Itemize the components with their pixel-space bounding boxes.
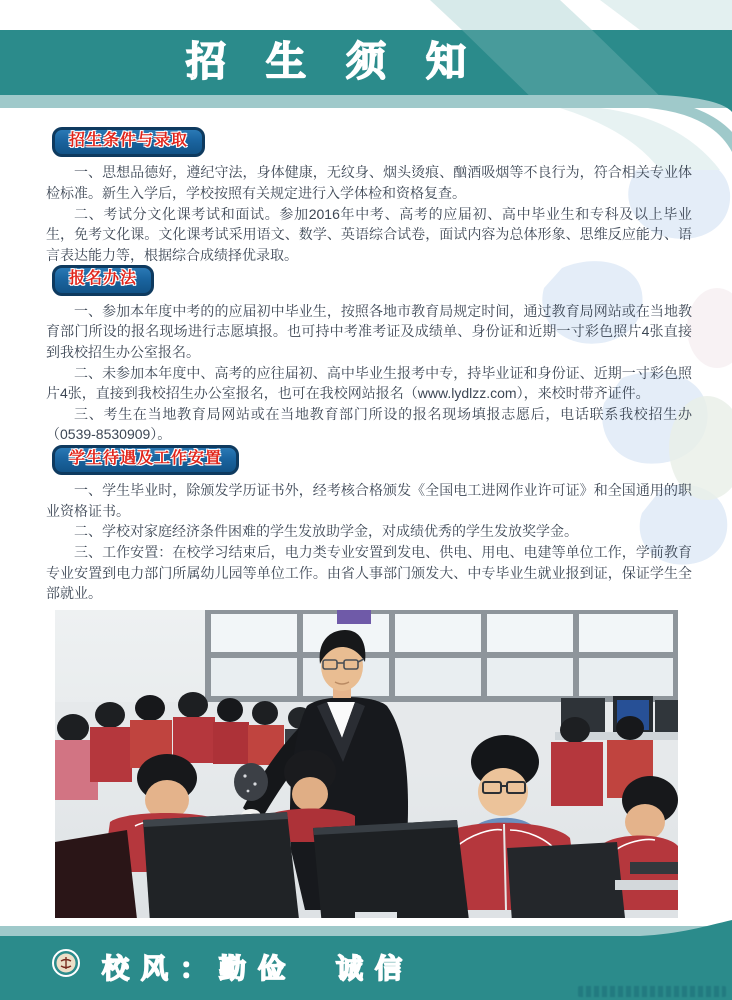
paragraph-with-website: 二、未参加本年度中、高考的应往届初、高中毕业生报考中专，持毕业证和身份证、近期一寸彩色照片4张，直接到我校招生办公室报名，也可在我校网站报名（www.lydlzz.com），来校时带齐证件。 (46, 364, 692, 402)
paragraph: 三、工作安置：在校学习结束后，电力类专业安置到发电、供电、用电、电建等单位工作，学前教育专业安置到电力部门所属幼儿园等单位工作。由省人事部门颁发大、中专毕业生就业报到证，保证学生全部就业。 (46, 544, 692, 602)
paragraph-with-phone: 三、考生在当地教育局网站或在当地教育部门所设的报名现场填报志愿后，电话联系我校招生办（0539-8530909）。 (46, 405, 692, 443)
paragraph: 一、学生毕业时，除颁发学历证书外，经考核合格颁发《全国电工进网作业许可证》和全国通用的职业资格证书。 (46, 482, 692, 519)
classroom-photo (55, 610, 678, 937)
section-heading-admission-conditions: 招生条件与录取 (52, 127, 205, 157)
paragraph: 二、学校对家庭经济条件困难的学生发放助学金，对成绩优秀的学生发放奖学金。 (74, 523, 578, 540)
header-banner (0, 0, 732, 112)
paragraph: 一、参加本年度中考的的应届初中毕业生，按照各地市教育局规定时间，通过教育局网站或在当地教育部门所设的报名现场进行志愿填报。也可持中考准考证及成绩单、身份证和近期一寸彩色照片4张直接到我校招生办公室报名。 (46, 302, 692, 360)
paragraph: 二、考试分文化课考试和面试。参加2016年中考、高考的应届初、高中毕业生和专科及以上毕业生，免考文化课。文化课考试采用语文、数学、英语综合试卷，面试内容为总体形象、思维反应能力、语言表达能力等，根据综合成绩择优录取。 (46, 205, 692, 263)
page-title: 招生须知 (186, 40, 506, 84)
classroom-photo-illustration (55, 610, 678, 937)
section-heading-student-benefits: 学生待遇及工作安置 (52, 445, 239, 475)
paragraph: 一、思想品德好，遵纪守法，身体健康，无纹身、烟头烫痕、酗酒吸烟等不良行为，符合相关专业体检标准。新生入学后，学校按照有关规定进行入学体检和资格复查。 (46, 164, 692, 201)
notice-content (0, 127, 732, 937)
illegible-watermark (578, 986, 726, 997)
section-heading-registration-method: 报名办法 (52, 265, 154, 295)
footer-banner (0, 918, 732, 1000)
school-motto: 校风：勤俭 诚信 (102, 954, 414, 984)
school-seal-icon (52, 949, 80, 977)
